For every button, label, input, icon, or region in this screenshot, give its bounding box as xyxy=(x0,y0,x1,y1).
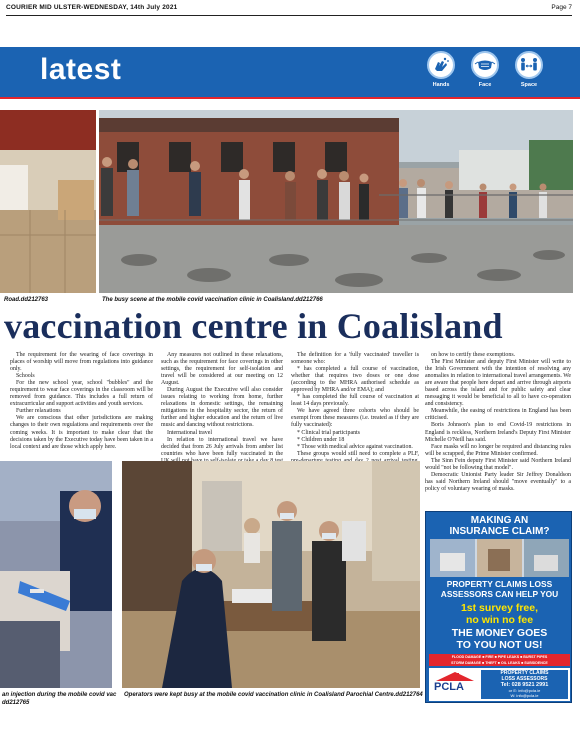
paragraph: During August the Executive will also consider issues relating to working from home, further relaxations in domestic settings, the remaining mitigations in the hospitality sector, the return of further and higher education and the return of live music and dancing without restrictions. xyxy=(161,387,283,429)
list-item: * Children under 18 xyxy=(297,436,345,443)
photo-parochial-centre xyxy=(122,461,420,688)
ad-contact-name-2: LOSS ASSESSORS xyxy=(501,676,548,682)
paragraph: on how to certify these exemptions. xyxy=(431,352,516,358)
subheading: Further relaxations xyxy=(16,408,61,415)
paragraph: Any measures not outlined in these relaxations, such as the requirement for face coverings in other settings, the requirement for self-isolation and travel will be considered at our meeting on 12 August. xyxy=(161,352,283,387)
ad-contact-box xyxy=(481,670,568,699)
paragraph: The definition for a 'fully vaccinated' traveller is someone who: xyxy=(291,352,419,366)
ad-services-line-2: STORM DAMAGE ■ THEFT ■ OIL LEAKS ■ SUBSIDENCE xyxy=(451,661,548,665)
ad-slogan-line-2: TO YOU NOT US! xyxy=(456,639,543,651)
social-distance-icon xyxy=(515,51,543,79)
face-mask-icon xyxy=(471,51,499,79)
subheading: Schools xyxy=(16,373,35,380)
caption-road: Road.dd212763 xyxy=(4,297,49,303)
ad-headline-line-1: MAKING AN xyxy=(470,515,529,526)
caption-injection-2: dd212765 xyxy=(2,700,30,706)
paragraph: In relation to international travel we have decided that from 26 July arrivals from amber list countries who have been fully vaccinated in the xyxy=(161,436,283,457)
space-badge xyxy=(509,51,549,88)
caption-parochial-centre: Operators were kept busy at the mobile covid vaccination clinic in Coalisland Parochial Centre.dd212764 xyxy=(124,692,423,698)
page-number: Page 7 xyxy=(551,4,572,11)
ad-headline-line-2: INSURANCE CLAIM? xyxy=(449,526,550,537)
pcla-logo-text: PCLA xyxy=(434,681,464,693)
ad-contact-name-1: PROPERTY CLAIMS xyxy=(500,670,549,676)
paragraph: We are conscious that other jurisdictions are making changes to their own regulations and requirements over the coming weeks. It is important to make clear that the decisions taken by the Executive today have been taken in a local context and are those which apply here. xyxy=(10,415,153,450)
advertisement-pcla[interactable] xyxy=(425,511,572,703)
banner-background xyxy=(0,47,580,97)
ad-line-assessors-1: PROPERTY CLAIMS LOSS xyxy=(446,579,553,589)
paragraph: * has completed a full course of vaccination, whether that requires two doses or one dose (according to the MHRA authorised schedule as approved by MHRA and/or EMA); and xyxy=(291,366,419,394)
hand-wash-icon xyxy=(427,51,455,79)
ad-web: W: info@pcla.ie xyxy=(510,693,539,698)
article-column-1 xyxy=(10,352,153,451)
article-column-2 xyxy=(161,352,283,472)
photo-road-partial xyxy=(0,110,96,293)
hands-label: Hands xyxy=(432,82,450,88)
list-item: * Those with medical advice against vaccination. xyxy=(297,443,413,450)
ad-line-assessors xyxy=(428,579,571,599)
ad-line-assessors-2: ASSESSORS CAN HELP YOU xyxy=(440,589,559,599)
ad-slogan xyxy=(428,627,571,651)
publication-line: COURIER MID ULSTER-WEDNESDAY, 14th July 2021 xyxy=(6,4,178,11)
ad-photo-strip xyxy=(430,539,569,577)
paragraph: * has completed the full course of vaccination at least 14 days previously. xyxy=(291,394,419,408)
paragraph: Face masks will no longer be required and distancing rules will be scrapped, the Prime Minister confirmed. xyxy=(425,443,571,457)
face-label: Face xyxy=(478,82,492,88)
section-banner xyxy=(0,47,580,99)
ad-slogan-line-1: THE MONEY GOES xyxy=(451,627,548,639)
paragraph: Democratic Unionist Party leader Sir Jeffrey Donaldson has said Northern Ireland should "move eventually" to a policy of voluntary wearing of masks. xyxy=(425,471,571,492)
paragraph: The Sinn Fein deputy First Minister said Northern Ireland would "not be following that model". xyxy=(425,457,571,471)
ad-offer-line-1: 1st survey free, xyxy=(460,602,539,614)
space-label: Space xyxy=(520,82,538,88)
ad-offer-line-2: no win no fee xyxy=(465,614,534,626)
banner-red-stripe xyxy=(0,97,580,99)
paragraph: We have agreed three cohorts who should be exempt from these measures (i.e. treated as if they are fully vaccinated): xyxy=(291,408,419,429)
caption-injection-1: an injection during the mobile covid vac xyxy=(2,692,117,698)
ad-email: or E: info@pcla.ie xyxy=(508,688,541,693)
list-item: * Clinical trial participants xyxy=(297,429,360,436)
paragraph: For the new school year, school "bubbles" and the requirement to wear face coverings in the classroom will be removed from guidance. This includes a full return of extracurricular and support activities and youth services. xyxy=(10,380,153,408)
photo-vaccination-queue xyxy=(99,110,573,293)
ad-services-strip xyxy=(429,654,570,666)
paragraph: These groups would still need to complete a PLF, xyxy=(297,450,419,457)
paragraph: Boris Johnson's plan to end Covid-19 restrictions in England is reckless, Northern Ireland's Deputy First Minister Michelle O'Neill has said. xyxy=(425,422,571,443)
photo-injection xyxy=(0,461,112,688)
header-rule xyxy=(6,15,572,16)
face-badge xyxy=(465,51,505,88)
paragraph: Meanwhile, the easing of restrictions in England has been criticised. xyxy=(425,408,571,422)
ad-phone: Tel: 028 9521 2991 xyxy=(500,682,549,688)
paragraph: The requirement for the wearing of face coverings in places of worship will move from regulations into guidance only. xyxy=(10,352,153,373)
article-headline: vaccination centre in Coalisland xyxy=(4,306,503,346)
article-column-4 xyxy=(425,352,571,493)
pcla-logo xyxy=(432,671,478,698)
ad-headline xyxy=(430,515,569,537)
ad-offer xyxy=(428,602,571,626)
hands-badge xyxy=(421,51,461,88)
subheading: International travel xyxy=(167,429,212,436)
caption-vaccination-queue: The busy scene at the mobile covid vaccination clinic in Coalisland.dd212766 xyxy=(102,297,323,303)
article-column-3 xyxy=(291,352,419,472)
ad-services-line-1: FLOOD DAMAGE ■ FIRE ■ PIPE LEAKS ■ BURST PIPES xyxy=(451,655,548,659)
ad-footer xyxy=(429,668,570,701)
section-title: latest xyxy=(40,53,122,86)
paragraph: The First Minister and deputy First Minister will write to the Irish Government with the intention of resolving any anomalies in relation to international travel arrangements. We are aware that people here depart and arrive through airports based across the island and for public safety and clear messaging it would be beneficial to all to have co-operation and consistency. xyxy=(425,359,571,408)
